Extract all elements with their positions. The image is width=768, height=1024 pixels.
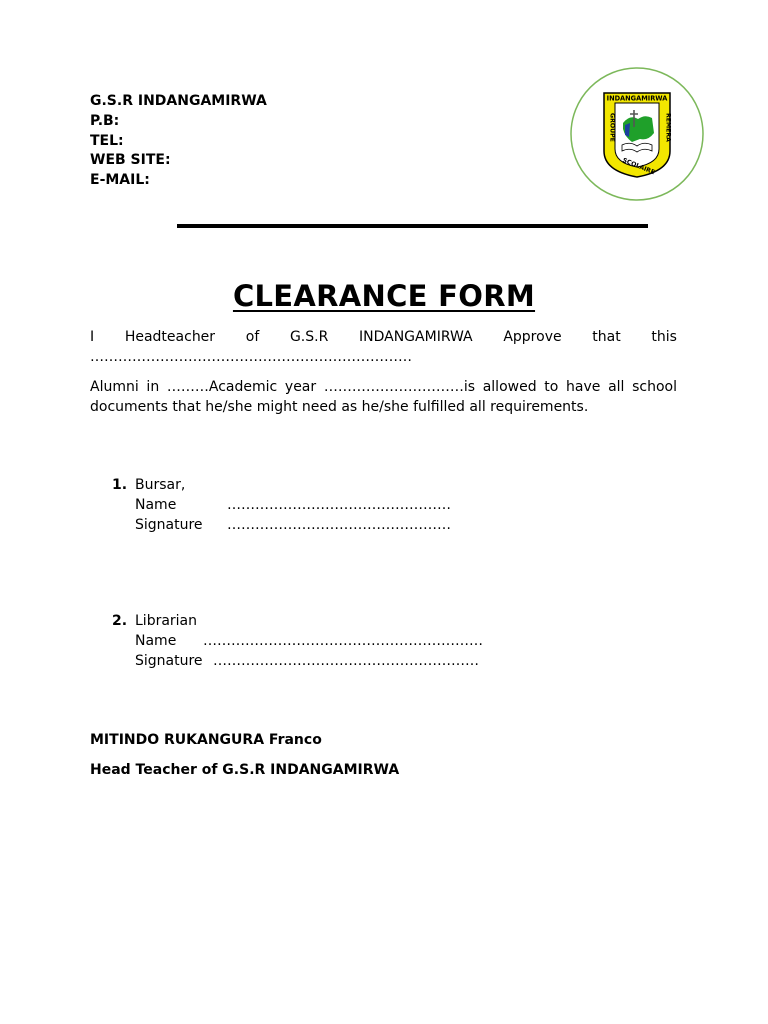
tel-label: TEL: (90, 132, 124, 149)
approval-statement (90, 328, 677, 367)
page-title: CLEARANCE FORM (232, 279, 536, 313)
item-number: 1. (112, 477, 128, 493)
approval-word: INDANGAMIRWA (359, 329, 473, 345)
signature-blank: ………………………………………………… (213, 652, 479, 669)
website-label: WEB SITE: (90, 152, 171, 169)
approval-word: Approve (503, 329, 562, 345)
logo-right-text: REMERA (664, 113, 672, 142)
approval-word: of (245, 329, 260, 345)
logo-top-text: INDANGAMIRWA (606, 94, 668, 103)
school-logo (570, 67, 704, 201)
signature-blank: ………………………………………… (227, 516, 451, 533)
signature-label: Signature (135, 652, 203, 669)
school-crest-icon (570, 67, 704, 201)
letterhead-contact (90, 92, 267, 191)
logo-left-text: GROUPE (608, 113, 616, 142)
header-divider (177, 224, 648, 228)
approval-word: I (90, 329, 95, 345)
signature-label: Signature (135, 516, 203, 533)
item-title: Librarian (135, 613, 198, 629)
email-label: E-MAIL: (90, 172, 150, 189)
alumni-paragraph: Alumni in ………Academic year …………………………is allowed to have all school documents that he/she might need as he/she fulfilled all requirements. (90, 379, 677, 415)
pb-label: P.B: (90, 112, 120, 129)
school-name: G.S.R INDANGAMIRWA (90, 93, 267, 109)
approval-word: Headteacher (124, 329, 216, 345)
student-name-blank: …………………………………………………………… (90, 348, 412, 365)
signatory-role: Head Teacher of G.S.R INDANGAMIRWA (90, 762, 400, 778)
item-title: Bursar, (135, 477, 186, 493)
signatory-name: MITINDO RUKANGURA Franco (90, 732, 322, 748)
clearance-item-librarian (112, 612, 483, 671)
item-number: 2. (112, 613, 128, 629)
approval-word: this (651, 329, 677, 345)
approval-line (90, 328, 677, 348)
approval-word: that (592, 329, 621, 345)
clearance-item-bursar (112, 476, 451, 535)
name-blank: ………………………………………… (227, 496, 451, 513)
logo-bottom-text: SCOLAIRE (621, 156, 656, 177)
approval-word: G.S.R (289, 329, 329, 345)
name-label: Name (135, 496, 177, 513)
name-label: Name (135, 632, 177, 649)
name-blank: …………………………………………………… (203, 632, 483, 649)
